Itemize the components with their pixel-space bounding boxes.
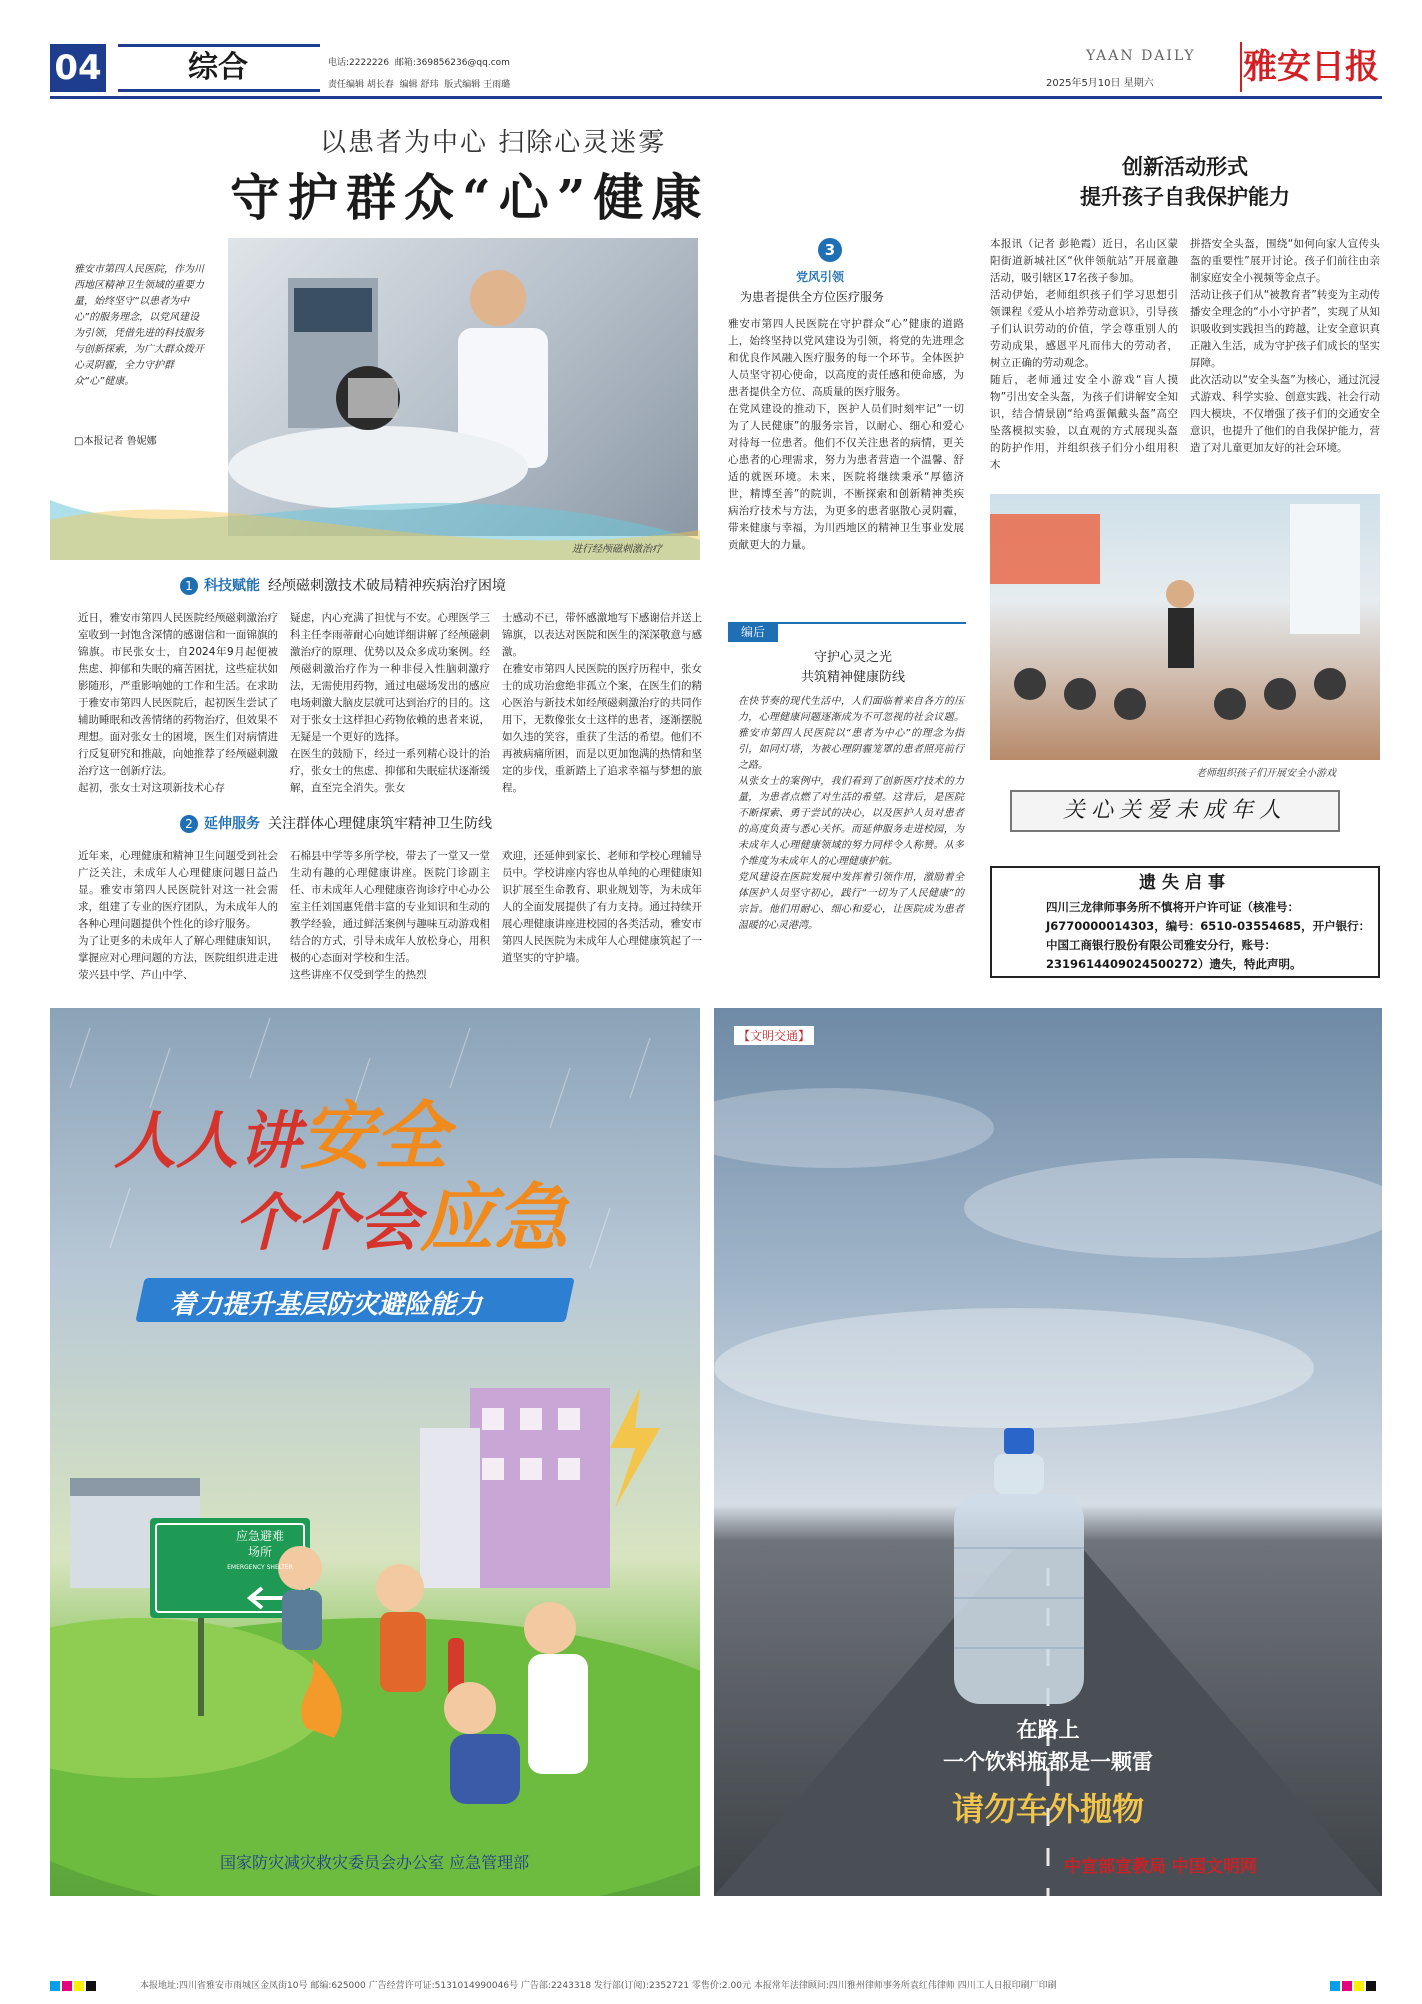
- section2-title: 关注群体心理健康筑牢精神卫生防线: [268, 816, 492, 832]
- poster1-title-d: 应急: [420, 1176, 569, 1262]
- afterword-tag: 编后: [728, 622, 778, 642]
- article-byline: □本报记者 鲁妮娜: [74, 436, 157, 447]
- traffic-poster-line1: 在路上: [1016, 1718, 1080, 1742]
- right-headline-line1: 创新活动形式: [1122, 155, 1248, 179]
- section-title: 综合: [118, 44, 320, 92]
- section2-col2: 石棉县中学等多所学校，带去了一堂又一堂生动有趣的心理健康讲座。医院门诊副主任、市未成年人心理健康咨询诊疗中心办公室主任刘国惠凭借丰富的专业知识和生动的教学经验，通过鲜活案例与趣味互动游戏相结合的方式，引导未成年人放松身心，用积极的心态面对学校和生活。 这些讲座不仅受到学生的热烈: [290, 850, 490, 981]
- minors-care-banner: 关心关爱未成年人: [1010, 790, 1340, 832]
- lost-notice-body: 四川三龙律师事务所不慎将开户许可证（核准号：J6770000014303，编号：6510-03554685，开户银行：中国工商银行股份有限公司雅安分行，账号：2319614409024500272）遗失，特此声明。: [1046, 900, 1371, 971]
- section3-key: 党风引领: [796, 270, 845, 284]
- paper-name-en: YAAN DAILY: [1086, 48, 1196, 64]
- afterword-title-line1: 守护心灵之光: [813, 650, 892, 665]
- section1-col2: 疑虑，内心充满了担忧与不安。心理医学三科主任李雨蒂耐心向她详细讲解了经颅磁刺激治疗的原理、优势以及众多成功案例。经颅磁刺激治疗作为一种非侵入性脑刺激疗法，无需使用药物，通过电磁场发出的感应电场刺激大脑皮层就可达到治疗的目的。这对于张女士这样担心药物依赖的患者来说，无疑是一个更好的选择。 在医生的鼓励下，经过一系列精心设计的治疗，张女士的焦虑、抑郁和失眠症状逐渐缓解，直至完全消失。张女: [290, 612, 490, 794]
- traffic-poster-line3: 请勿车外抛物: [951, 1790, 1144, 1828]
- section1-col3: 士感动不已，带怀感激地写下感谢信并送上锦旗，以表达对医院和医生的深深敬意与感激。 在雅安市第四人民医院的医疗历程中，张女士的成功治愈绝非孤立个案，在医生们的精心医治与新技术如经颅磁刺激治疗的共同作用下，无数像张女士这样的患者，逐渐摆脱如久违的笑容，重获了生活的希望。他们不再被病痛所困，而是以更加饱满的热情和坚定的步伐，重新踏上了追求幸福与梦想的旅程。: [502, 612, 702, 794]
- afterword-title-line2: 共筑精神健康防线: [800, 670, 905, 685]
- section2-number: 2: [180, 815, 198, 833]
- afterword-body: 在快节奏的现代生活中，人们面临着来自各方的压力，心理健康问题逐渐成为不可忽视的社会议题。雅安市第四人民医院以“患者为中心”的理念为指引，如同灯塔，为被心理阴霾笼罩的患者照亮前行之路。 从张女士的案例中，我们看到了创新医疗技术的力量，为患者点燃了对生活的希望。这背后，是医院不断探索、勇于尝试的决心，以及医护人员对患者的高度负责与悉心关怀。而延伸服务走进校园，为未成年人心理健康领域的努力同样令人称赞。从多个维度为未成年人的心理健康护航。 党风建设在医院发展中发挥着引领作用，激励着全体医护人员坚守初心，践行“一切为了人民健康”的宗旨。他们用耐心、细心和爱心，让医院成为患者温暖的心灵港湾。: [738, 696, 964, 931]
- shelter-sign-text: [215, 1528, 305, 1576]
- footer-info: 本报地址:四川省雅安市雨城区金凤街10号 邮编:625000 广告经营许可证:5131014990046号 广告部:2243318 发行部(订阅):2352721 零售价:2.00元 本报常年法律顾问:四川雅州律师事务所袁红伟律师 四川工人日报印刷厂印刷: [140, 1981, 1057, 1991]
- poster1-title-c: 个个会: [234, 1186, 421, 1259]
- children-activity-illustration: [990, 494, 1380, 760]
- right-headline-line2: 提升孩子自我保护能力: [1080, 185, 1290, 209]
- traffic-poster-tag: 【文明交通】: [734, 1026, 814, 1045]
- issue-date: 2025年5月10日 星期六: [1046, 78, 1154, 89]
- section2-col3: 欢迎，还延伸到家长、老师和学校心理辅导员中。学校讲座内容也从单纯的心理健康知识扩展至生命教育、职业规划等，为未成年人的全面发展提供了有力支持。通过持续开展心理健康讲座进校园的各类活动，雅安市第四人民医院为未成年人心理健康筑起了一道坚实的守护墙。: [502, 850, 702, 964]
- section2-col1: 近年来，心理健康和精神卫生问题受到社会广泛关注，未成年人心理健康问题日益凸显。雅安市第四人民医院针对这一社会需求，组建了专业的医疗团队，为未成年人的各种心理问题提供个性化的诊疗服务。 为了让更多的未成年人了解心理健康知识，掌握应对心理问题的方法，医院组织进走进荥兴县中学、芦山中学、: [78, 850, 278, 981]
- section3-body: 雅安市第四人民医院在守护群众“心”健康的道路上，始终坚持以党风建设为引领，将党的先进理念和优良作风融入医疗服务的每一个环节。全体医护人员坚守初心使命，以高度的责任感和使命感，为患者提供全方位、高质量的医疗服务。 在党风建设的推动下，医护人员们时刻牢记“一切为了人民健康”的服务宗旨，以耐心、细心和爱心对待每一位患者。他们不仅关注患者的病情，更关心患者的心理需求，努力为患者营造一个温馨、舒适的就医环境。未来，医院将继续秉承“厚德济世，精博至善”的院训，不断探索和创新精神类疾病治疗技术与方法，为更多的患者驱散心灵阴霾，带来健康与幸福，为川西地区的精神卫生事业发展贡献更大的力量。: [728, 318, 964, 551]
- article-headline: 守护群众“心”健康: [230, 168, 710, 227]
- section1-col1: 近日，雅安市第四人民医院经颅磁刺激治疗室收到一封饱含深情的感谢信和一面锦旗的锦旗。市民张女士，自2024年9月起便被焦虑、抑郁和失眠的痛苦困扰，这些症状如影随形，严重影响她的工作和生活。在求助于雅安市第四人民医院后，起初医生尝试了辅助睡眠和改善情绪的药物治疗，但效果不理想。面对张女士的困境，医生们对病情进行反复研究和推敲，向她推荐了经颅磁刺激治疗这一创新疗法。 起初，张女士对这项新技术心存: [78, 612, 278, 794]
- section2-subhead: [180, 812, 492, 836]
- lost-notice-title: 遗失启事: [1139, 873, 1231, 893]
- shelter-sign-line1: 应急避难: [235, 1529, 284, 1543]
- shelter-sign-en: EMERGENCY SHELTER: [227, 1564, 293, 1571]
- traffic-poster-sponsor: 中宣部宣教局 中国文明网: [1064, 1857, 1257, 1877]
- children-photo-caption: 老师组织孩子们开展安全小游戏: [1196, 768, 1336, 779]
- right-article-headline: [990, 152, 1380, 212]
- section1-key: 科技赋能: [204, 578, 260, 594]
- section3-title: 为患者提供全方位医疗服务: [740, 290, 885, 304]
- poster1-title-b: 安全: [300, 1094, 449, 1180]
- shelter-sign-line2: 场所: [247, 1545, 272, 1559]
- article-kicker: 以患者为中心 扫除心灵迷雾: [320, 128, 667, 158]
- traffic-poster-line2: 一个饮料瓶都是一颗雷: [943, 1750, 1153, 1774]
- right-article-col2: 拼搭安全头盔，围绕“如何向家人宣传头盔的重要性”展开讨论。孩子们前往由亲制家庭安全小视频等金点子。 活动让孩子们从“被教育者”转变为主动传播安全理念的“小小守护者”，实现了从知识吸收到实践担当的跨越，让安全意识真正融入生活，成为守护孩子们成长的坚实屏障。 此次活动以“安全头盔”为核心，通过沉浸式游戏、科学实验、创意实践、社会行动四大模块，不仅增强了孩子们的交通安全意识，也提升了他们的自我保护能力，营造了对儿童更加友好的社会环境。: [1190, 238, 1380, 454]
- section1-subhead: [180, 574, 506, 598]
- page-number: 04: [50, 44, 106, 92]
- header-editor: 责任编辑 胡长春: [328, 80, 394, 90]
- safety-poster: [50, 1008, 700, 1896]
- afterword-title: [740, 648, 966, 688]
- section1-title: 经颅磁刺激技术破局精神疾病治疗困境: [268, 578, 506, 594]
- header-layout-editor: 版式编辑 王雨璐: [444, 80, 511, 90]
- header-email: 邮箱:369856236@qq.com: [394, 58, 510, 68]
- poster1-title: [114, 1094, 569, 1262]
- article-intro: 雅安市第四人民医院，作为川西地区精神卫生领域的重要力量，始终坚守“以患者为中心”的服务理念，以党风建设为引领，凭借先进的科技服务与创新探索，为广大群众拨开心灵阴霾，全力守护群众“心”健康。: [74, 264, 204, 387]
- header-rule: [50, 96, 1382, 99]
- right-article-col1: 本报讯（记者 彭艳霞）近日，名山区蒙阳街道新城社区“伙伴领航站”开展童趣活动，吸引辖区17名孩子参加。 活动伊始，老师组织孩子们学习思想引领课程《爱从小培养劳动意识》，引导孩子们认识劳动的价值，学会尊重别人的劳动成果，感恩平凡而伟大的劳动者，树立正确的劳动观念。 随后，老师通过安全小游戏“盲人摸物”引出安全头盔，为孩子们讲解安全知识，结合情景剧“给鸡蛋佩戴头盔”高空坠落模拟实验，以直观的方式展现头盔的防护作用，并组织孩子们分小组用积木: [990, 238, 1178, 471]
- treatment-photo-caption: 进行经颅磁刺激治疗: [572, 544, 662, 555]
- section3-number: 3: [818, 238, 842, 262]
- header-editor2: 编辑 舒玮: [399, 80, 439, 90]
- poster1-sponsor: 国家防灾减灾救灾委员会办公室 应急管理部: [220, 1853, 530, 1872]
- traffic-poster: [714, 1008, 1382, 1896]
- poster1-subtitle: 着力提升基层防灾避险能力: [170, 1290, 483, 1320]
- section2-key: 延伸服务: [204, 816, 260, 832]
- children-activity-photo: [990, 494, 1380, 760]
- poster1-title-a: 人人讲: [114, 1104, 301, 1177]
- header-phone: 电话:2222226: [328, 58, 390, 68]
- section1-number: 1: [180, 577, 198, 595]
- masthead-logo: 雅安日报: [1240, 42, 1380, 92]
- header-meta: [328, 52, 510, 96]
